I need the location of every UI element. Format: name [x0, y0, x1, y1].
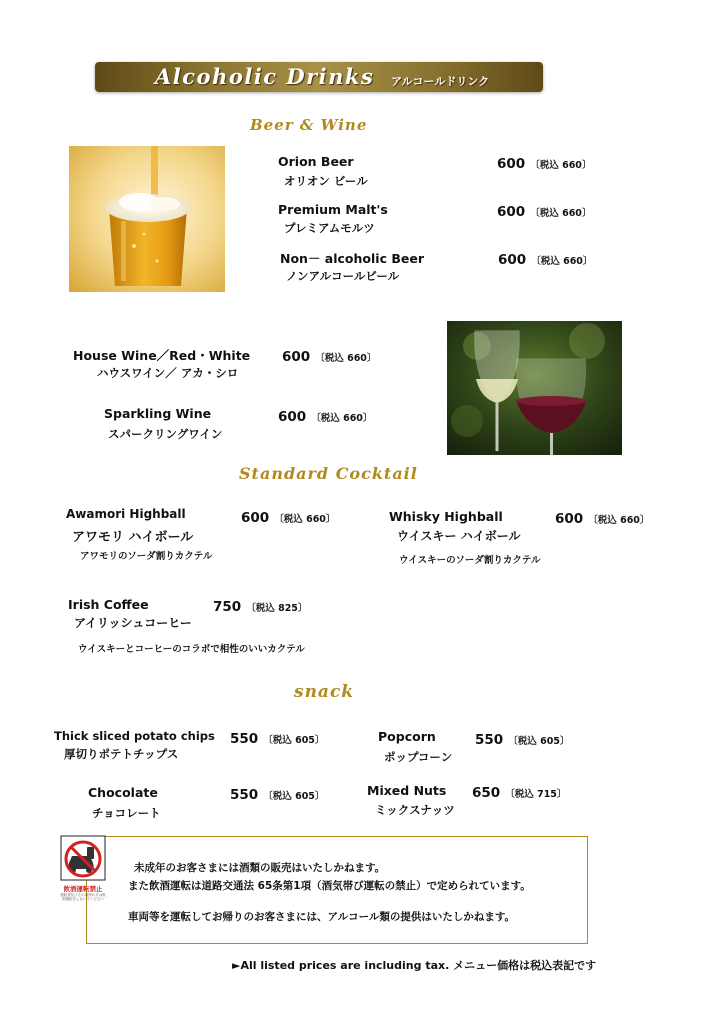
section-snack: snack: [294, 682, 355, 702]
cocktail-1-name: Awamori Highball: [66, 507, 186, 521]
cocktail-3-price-group: [213, 596, 307, 615]
cocktail-3-desc: ウイスキーとコーヒーのコラボで相性のいいカクテル: [78, 644, 305, 655]
wine-photo: [447, 321, 622, 455]
beer-3-tax: 〔税込 660〕: [531, 256, 593, 267]
cocktail-2-price: 600: [555, 511, 584, 527]
snack-4-ja: ミックスナッツ: [375, 803, 455, 817]
beer-1-ja: オリオン ビール: [284, 174, 368, 188]
sign-small-text: 運転者及びその周囲の方は飲酒運転をしないでください: [60, 893, 106, 901]
beer-2-tax: 〔税込 660〕: [530, 208, 592, 219]
wine-1-price-group: [282, 346, 376, 365]
beer-1-price: 600: [497, 156, 526, 172]
sign-label: 飲酒運転禁止: [63, 885, 103, 893]
cocktail-3-tax: 〔税込 825〕: [246, 603, 308, 614]
beer-2-name: Premium Malt's: [278, 202, 388, 217]
snack-2-tax: 〔税込 605〕: [508, 736, 570, 747]
cocktail-2-name: Whisky Highball: [389, 509, 503, 524]
beer-3-ja: ノンアルコールビール: [286, 269, 400, 283]
beer-2-price: 600: [497, 204, 526, 220]
snack-1-price-group: [230, 728, 324, 747]
wine-2-ja: スパークリングワイン: [108, 427, 223, 441]
cocktail-2-tax: 〔税込 660〕: [588, 515, 650, 526]
section-beer-wine: Beer & Wine: [250, 116, 368, 134]
wine-2-price: 600: [278, 409, 307, 425]
page-title-ja: アルコールドリンク: [391, 75, 490, 88]
cocktail-1-desc: アワモリのソーダ割りカクテル: [80, 551, 213, 562]
wine-1-name: House Wine／Red・White: [73, 348, 251, 363]
cocktail-2-desc: ウイスキーのソーダ割りカクテル: [399, 555, 541, 566]
beer-3-price: 600: [498, 252, 527, 268]
cocktail-1-price-group: [241, 507, 335, 526]
snack-1-name: Thick sliced potato chips: [54, 729, 215, 743]
beer-2-price-group: [497, 201, 591, 220]
wine-1-tax: 〔税込 660〕: [315, 353, 377, 364]
beer-3-price-group: [498, 249, 592, 268]
footer-tax-note: ►All listed prices are including tax. メニュー価格は税込表記です: [232, 959, 597, 972]
beer-2-ja: プレミアムモルツ: [284, 221, 375, 235]
beer-photo: [69, 146, 225, 292]
snack-4-price-group: [472, 782, 566, 801]
cocktail-1-tax: 〔税込 660〕: [274, 514, 336, 525]
snack-4-price: 650: [472, 785, 501, 801]
wine-2-price-group: [278, 406, 372, 425]
beer-1-price-group: [497, 153, 591, 172]
snack-3-tax: 〔税込 605〕: [263, 791, 325, 802]
snack-4-tax: 〔税込 715〕: [505, 789, 567, 800]
snack-2-name: Popcorn: [378, 729, 436, 744]
cocktail-3-ja: アイリッシュコーヒー: [74, 616, 192, 630]
section-cocktail: Standard Cocktail: [239, 464, 418, 483]
cocktail-3-name: Irish Coffee: [68, 597, 149, 612]
notice-line-1: 未成年のお客さまには酒類の販売はいたしかねます。: [134, 862, 386, 874]
snack-4-name: Mixed Nuts: [367, 783, 447, 798]
snack-2-price-group: [475, 729, 569, 748]
wine-1-ja: ハウスワイン／ アカ・シロ: [97, 366, 239, 380]
snack-3-price-group: [230, 784, 324, 803]
cocktail-1-ja: アワモリ ハイボール: [72, 530, 194, 545]
snack-3-name: Chocolate: [88, 785, 158, 800]
snack-3-price: 550: [230, 787, 259, 803]
page-title: Alcoholic Drinks: [155, 64, 375, 89]
snack-2-ja: ポップコーン: [384, 750, 453, 764]
beer-3-name: Non－ alcoholic Beer: [280, 251, 424, 266]
snack-1-price: 550: [230, 731, 259, 747]
snack-3-ja: チョコレート: [92, 806, 161, 820]
no-drunk-driving-sign: [57, 835, 109, 905]
no-drinking-driving-icon: [57, 835, 109, 883]
cocktail-3-price: 750: [213, 599, 242, 615]
snack-1-ja: 厚切りポテトチップス: [64, 747, 179, 761]
notice-line-2: また飲酒運転は道路交通法 65条第1項（酒気帯び運転の禁止）で定められています。: [128, 880, 531, 892]
wine-1-price: 600: [282, 349, 311, 365]
notice-line-3: 車両等を運転してお帰りのお客さまには、アルコール類の提供はいたしかねます。: [128, 911, 516, 923]
snack-2-price: 550: [475, 732, 504, 748]
beer-1-name: Orion Beer: [278, 154, 354, 169]
wine-2-name: Sparkling Wine: [104, 406, 212, 421]
snack-1-tax: 〔税込 605〕: [263, 735, 325, 746]
cocktail-2-price-group: [555, 508, 649, 527]
beer-1-tax: 〔税込 660〕: [530, 160, 592, 171]
cocktail-2-ja: ウイスキー ハイボール: [397, 529, 521, 543]
cocktail-1-price: 600: [241, 510, 270, 526]
wine-2-tax: 〔税込 660〕: [311, 413, 373, 424]
